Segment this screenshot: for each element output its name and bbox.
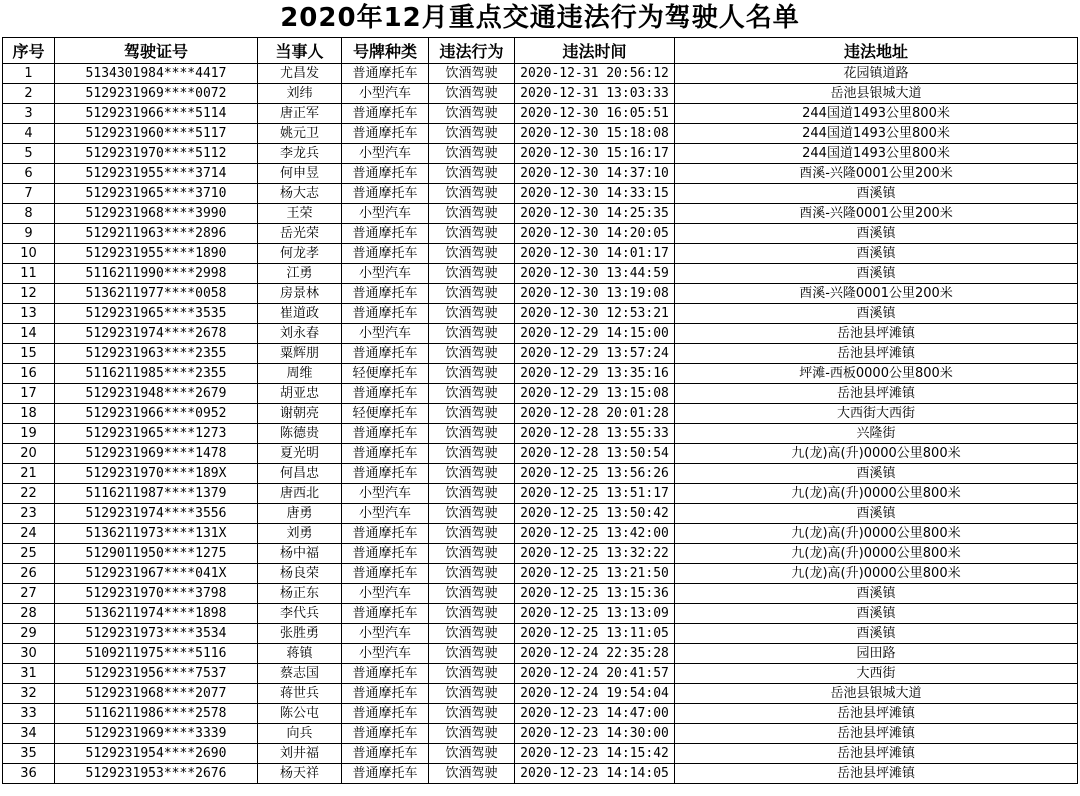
table-row: [3, 624, 1078, 644]
cell-party[interactable]: 崔道政: [258, 304, 342, 324]
cell-violation[interactable]: 饮酒驾驶: [429, 64, 515, 84]
cell-plate-type[interactable]: 普通摩托车: [342, 604, 429, 624]
cell-index[interactable]: 34: [3, 724, 55, 744]
cell-index[interactable]: 1: [3, 64, 55, 84]
cell-violation[interactable]: 饮酒驾驶: [429, 504, 515, 524]
cell-plate-type[interactable]: 普通摩托车: [342, 384, 429, 404]
cell-violation[interactable]: 饮酒驾驶: [429, 244, 515, 264]
table-row: [3, 444, 1078, 464]
cell-plate-type[interactable]: 小型汽车: [342, 584, 429, 604]
cell-time[interactable]: 2020-12-30 14:01:17: [515, 244, 675, 264]
cell-license[interactable]: 5129231969****3339: [55, 724, 258, 744]
cell-license[interactable]: 5129211963****2896: [55, 224, 258, 244]
cell-plate-type[interactable]: 普通摩托车: [342, 104, 429, 124]
cell-violation[interactable]: 饮酒驾驶: [429, 764, 515, 784]
cell-party[interactable]: 何龙孝: [258, 244, 342, 264]
cell-violation[interactable]: 饮酒驾驶: [429, 324, 515, 344]
cell-party[interactable]: 张胜勇: [258, 624, 342, 644]
cell-index[interactable]: 5: [3, 144, 55, 164]
cell-party[interactable]: 刘勇: [258, 524, 342, 544]
cell-time[interactable]: 2020-12-30 14:25:35: [515, 204, 675, 224]
cell-time[interactable]: 2020-12-30 13:44:59: [515, 264, 675, 284]
cell-license[interactable]: 5129011950****1275: [55, 544, 258, 564]
cell-plate-type[interactable]: 小型汽车: [342, 204, 429, 224]
cell-index[interactable]: 18: [3, 404, 55, 424]
cell-index[interactable]: 2: [3, 84, 55, 104]
cell-address[interactable]: 岳池县坪滩镇: [675, 384, 1078, 404]
cell-party[interactable]: 唐勇: [258, 504, 342, 524]
table-row: [3, 584, 1078, 604]
cell-time[interactable]: 2020-12-28 13:50:54: [515, 444, 675, 464]
table-row: [3, 424, 1078, 444]
table-row: [3, 64, 1078, 84]
cell-address[interactable]: 酉溪镇: [675, 584, 1078, 604]
cell-violation[interactable]: 饮酒驾驶: [429, 584, 515, 604]
table-row: [3, 644, 1078, 664]
cell-time[interactable]: 2020-12-30 13:19:08: [515, 284, 675, 304]
cell-party[interactable]: 唐正军: [258, 104, 342, 124]
cell-party[interactable]: 姚元卫: [258, 124, 342, 144]
cell-address[interactable]: 园田路: [675, 644, 1078, 664]
cell-license[interactable]: 5136211973****131X: [55, 524, 258, 544]
cell-index[interactable]: 30: [3, 644, 55, 664]
cell-party[interactable]: 杨良荣: [258, 564, 342, 584]
cell-index[interactable]: 8: [3, 204, 55, 224]
cell-license[interactable]: 5129231955****1890: [55, 244, 258, 264]
cell-time[interactable]: 2020-12-28 20:01:28: [515, 404, 675, 424]
cell-party[interactable]: 周维: [258, 364, 342, 384]
cell-index[interactable]: 32: [3, 684, 55, 704]
table-row: [3, 124, 1078, 144]
cell-violation[interactable]: 饮酒驾驶: [429, 744, 515, 764]
cell-index[interactable]: 35: [3, 744, 55, 764]
cell-plate-type[interactable]: 普通摩托车: [342, 124, 429, 144]
cell-index[interactable]: 26: [3, 564, 55, 584]
cell-address[interactable]: 酉溪镇: [675, 464, 1078, 484]
cell-address[interactable]: 岳池县坪滩镇: [675, 764, 1078, 784]
cell-party[interactable]: 岳光荣: [258, 224, 342, 244]
cell-plate-type[interactable]: 普通摩托车: [342, 684, 429, 704]
table-row: [3, 684, 1078, 704]
cell-license[interactable]: 5116211987****1379: [55, 484, 258, 504]
cell-plate-type[interactable]: 普通摩托车: [342, 664, 429, 684]
cell-license[interactable]: 5129231955****3714: [55, 164, 258, 184]
cell-party[interactable]: 刘井福: [258, 744, 342, 764]
cell-time[interactable]: 2020-12-30 16:05:51: [515, 104, 675, 124]
cell-plate-type[interactable]: 小型汽车: [342, 624, 429, 644]
cell-index[interactable]: 13: [3, 304, 55, 324]
cell-party[interactable]: 粟辉朋: [258, 344, 342, 364]
cell-time[interactable]: 2020-12-25 13:56:26: [515, 464, 675, 484]
cell-violation[interactable]: 饮酒驾驶: [429, 404, 515, 424]
cell-address[interactable]: 兴隆街: [675, 424, 1078, 444]
cell-party[interactable]: 杨天祥: [258, 764, 342, 784]
cell-party[interactable]: 杨大志: [258, 184, 342, 204]
cell-license[interactable]: 5129231966****0952: [55, 404, 258, 424]
table-row: [3, 344, 1078, 364]
cell-plate-type[interactable]: 普通摩托车: [342, 244, 429, 264]
cell-violation[interactable]: 饮酒驾驶: [429, 204, 515, 224]
cell-license[interactable]: 5134301984****4417: [55, 64, 258, 84]
table-row: [3, 264, 1078, 284]
cell-address[interactable]: 酉溪镇: [675, 224, 1078, 244]
table-row: [3, 304, 1078, 324]
cell-time[interactable]: 2020-12-25 13:11:05: [515, 624, 675, 644]
cell-address[interactable]: 244国道1493公里800米: [675, 104, 1078, 124]
cell-address[interactable]: 酉溪镇: [675, 504, 1078, 524]
cell-plate-type[interactable]: 小型汽车: [342, 324, 429, 344]
cell-party[interactable]: 唐西北: [258, 484, 342, 504]
cell-index[interactable]: 29: [3, 624, 55, 644]
cell-plate-type[interactable]: 普通摩托车: [342, 564, 429, 584]
cell-license[interactable]: 5129231965****3710: [55, 184, 258, 204]
cell-violation[interactable]: 饮酒驾驶: [429, 144, 515, 164]
cell-index[interactable]: 7: [3, 184, 55, 204]
cell-party[interactable]: 向兵: [258, 724, 342, 744]
cell-address[interactable]: 酉溪镇: [675, 264, 1078, 284]
cell-license[interactable]: 5129231967****041X: [55, 564, 258, 584]
cell-license[interactable]: 5129231965****3535: [55, 304, 258, 324]
cell-violation[interactable]: 饮酒驾驶: [429, 444, 515, 464]
cell-address[interactable]: 酉溪镇: [675, 244, 1078, 264]
cell-time[interactable]: 2020-12-24 22:35:28: [515, 644, 675, 664]
table-row: [3, 604, 1078, 624]
cell-license[interactable]: 5129231970****3798: [55, 584, 258, 604]
table-row: [3, 384, 1078, 404]
table-row: [3, 524, 1078, 544]
cell-index[interactable]: 21: [3, 464, 55, 484]
cell-time[interactable]: 2020-12-30 12:53:21: [515, 304, 675, 324]
cell-party[interactable]: 何申昱: [258, 164, 342, 184]
col-header-party[interactable]: 当事人: [258, 38, 342, 64]
table-row: [3, 284, 1078, 304]
cell-time[interactable]: 2020-12-29 13:15:08: [515, 384, 675, 404]
table-row: [3, 84, 1078, 104]
cell-plate-type[interactable]: 普通摩托车: [342, 524, 429, 544]
cell-index[interactable]: 33: [3, 704, 55, 724]
cell-index[interactable]: 24: [3, 524, 55, 544]
cell-address[interactable]: 大西街大西街: [675, 404, 1078, 424]
cell-address[interactable]: 酉溪-兴隆0001公里200米: [675, 164, 1078, 184]
cell-license[interactable]: 5109211975****5116: [55, 644, 258, 664]
table-row: [3, 564, 1078, 584]
cell-time[interactable]: 2020-12-24 19:54:04: [515, 684, 675, 704]
table-row: [3, 244, 1078, 264]
cell-address[interactable]: 酉溪-兴隆0001公里200米: [675, 284, 1078, 304]
page-title: 2020年12月重点交通违法行为驾驶人名单: [280, 3, 800, 33]
cell-plate-type[interactable]: 普通摩托车: [342, 704, 429, 724]
cell-plate-type[interactable]: 普通摩托车: [342, 344, 429, 364]
cell-license[interactable]: 5129231954****2690: [55, 744, 258, 764]
cell-plate-type[interactable]: 普通摩托车: [342, 724, 429, 744]
table-row: [3, 704, 1078, 724]
cell-index[interactable]: 27: [3, 584, 55, 604]
cell-time[interactable]: 2020-12-25 13:42:00: [515, 524, 675, 544]
cell-address[interactable]: 九(龙)高(升)0000公里800米: [675, 544, 1078, 564]
cell-time[interactable]: 2020-12-31 13:03:33: [515, 84, 675, 104]
cell-time[interactable]: 2020-12-25 13:13:09: [515, 604, 675, 624]
violation-table: [2, 37, 1078, 784]
cell-license[interactable]: 5136211977****0058: [55, 284, 258, 304]
cell-index[interactable]: 9: [3, 224, 55, 244]
cell-index[interactable]: 31: [3, 664, 55, 684]
cell-plate-type[interactable]: 普通摩托车: [342, 164, 429, 184]
cell-plate-type[interactable]: 小型汽车: [342, 144, 429, 164]
table-row: [3, 204, 1078, 224]
cell-time[interactable]: 2020-12-31 20:56:12: [515, 64, 675, 84]
col-header-license[interactable]: 驾驶证号: [55, 38, 258, 64]
cell-license[interactable]: 5129231960****5117: [55, 124, 258, 144]
cell-time[interactable]: 2020-12-25 13:15:36: [515, 584, 675, 604]
cell-time[interactable]: 2020-12-25 13:32:22: [515, 544, 675, 564]
cell-time[interactable]: 2020-12-25 13:51:17: [515, 484, 675, 504]
cell-index[interactable]: 17: [3, 384, 55, 404]
cell-plate-type[interactable]: 普通摩托车: [342, 184, 429, 204]
cell-license[interactable]: 5129231948****2679: [55, 384, 258, 404]
cell-plate-type[interactable]: 普通摩托车: [342, 284, 429, 304]
cell-plate-type[interactable]: 轻便摩托车: [342, 364, 429, 384]
cell-party[interactable]: 王荣: [258, 204, 342, 224]
cell-plate-type[interactable]: 普通摩托车: [342, 304, 429, 324]
cell-violation[interactable]: 饮酒驾驶: [429, 344, 515, 364]
cell-violation[interactable]: 饮酒驾驶: [429, 684, 515, 704]
cell-violation[interactable]: 饮酒驾驶: [429, 304, 515, 324]
cell-time[interactable]: 2020-12-29 14:15:00: [515, 324, 675, 344]
cell-party[interactable]: 杨中福: [258, 544, 342, 564]
cell-violation[interactable]: 饮酒驾驶: [429, 664, 515, 684]
cell-time[interactable]: 2020-12-23 14:47:00: [515, 704, 675, 724]
cell-party[interactable]: 夏光明: [258, 444, 342, 464]
cell-license[interactable]: 5129231953****2676: [55, 764, 258, 784]
cell-index[interactable]: 23: [3, 504, 55, 524]
table-row: [3, 724, 1078, 744]
cell-violation[interactable]: 饮酒驾驶: [429, 644, 515, 664]
cell-time[interactable]: 2020-12-25 13:21:50: [515, 564, 675, 584]
cell-license[interactable]: 5129231968****3990: [55, 204, 258, 224]
cell-party[interactable]: 胡亚忠: [258, 384, 342, 404]
cell-time[interactable]: 2020-12-30 14:33:15: [515, 184, 675, 204]
cell-index[interactable]: 6: [3, 164, 55, 184]
table-row: [3, 744, 1078, 764]
cell-address[interactable]: 酉溪镇: [675, 604, 1078, 624]
cell-violation[interactable]: 饮酒驾驶: [429, 724, 515, 744]
table-row: [3, 504, 1078, 524]
cell-time[interactable]: 2020-12-23 14:14:05: [515, 764, 675, 784]
cell-license[interactable]: 5129231973****3534: [55, 624, 258, 644]
cell-violation[interactable]: 饮酒驾驶: [429, 284, 515, 304]
cell-plate-type[interactable]: 普通摩托车: [342, 224, 429, 244]
cell-index[interactable]: 10: [3, 244, 55, 264]
cell-violation[interactable]: 饮酒驾驶: [429, 704, 515, 724]
cell-party[interactable]: 李龙兵: [258, 144, 342, 164]
cell-address[interactable]: 花园镇道路: [675, 64, 1078, 84]
cell-time[interactable]: 2020-12-25 13:50:42: [515, 504, 675, 524]
header-row: [3, 38, 1078, 64]
cell-plate-type[interactable]: 普通摩托车: [342, 64, 429, 84]
cell-index[interactable]: 3: [3, 104, 55, 124]
cell-address[interactable]: 大西街: [675, 664, 1078, 684]
col-header-violation[interactable]: 违法行为: [429, 38, 515, 64]
col-header-time[interactable]: 违法时间: [515, 38, 675, 64]
cell-violation[interactable]: 饮酒驾驶: [429, 224, 515, 244]
cell-address[interactable]: 九(龙)高(升)0000公里800米: [675, 484, 1078, 504]
cell-address[interactable]: 九(龙)高(升)0000公里800米: [675, 564, 1078, 584]
table-row: [3, 664, 1078, 684]
cell-violation[interactable]: 饮酒驾驶: [429, 264, 515, 284]
cell-party[interactable]: 谢朝亮: [258, 404, 342, 424]
cell-index[interactable]: 4: [3, 124, 55, 144]
cell-plate-type[interactable]: 小型汽车: [342, 84, 429, 104]
cell-plate-type[interactable]: 轻便摩托车: [342, 404, 429, 424]
table-row: [3, 164, 1078, 184]
cell-address[interactable]: 九(龙)高(升)0000公里800米: [675, 524, 1078, 544]
table-row: [3, 544, 1078, 564]
cell-violation[interactable]: 饮酒驾驶: [429, 184, 515, 204]
cell-plate-type[interactable]: 小型汽车: [342, 264, 429, 284]
cell-time[interactable]: 2020-12-29 13:57:24: [515, 344, 675, 364]
cell-violation[interactable]: 饮酒驾驶: [429, 624, 515, 644]
cell-address[interactable]: 244国道1493公里800米: [675, 144, 1078, 164]
cell-address[interactable]: 岳池县银城大道: [675, 684, 1078, 704]
cell-party[interactable]: 蒋镇: [258, 644, 342, 664]
cell-violation[interactable]: 饮酒驾驶: [429, 124, 515, 144]
cell-plate-type[interactable]: 小型汽车: [342, 484, 429, 504]
cell-violation[interactable]: 饮酒驾驶: [429, 464, 515, 484]
cell-index[interactable]: 16: [3, 364, 55, 384]
cell-address[interactable]: 岳池县坪滩镇: [675, 744, 1078, 764]
table-row: [3, 144, 1078, 164]
cell-index[interactable]: 36: [3, 764, 55, 784]
cell-license[interactable]: 5116211986****2578: [55, 704, 258, 724]
cell-time[interactable]: 2020-12-24 20:41:57: [515, 664, 675, 684]
cell-license[interactable]: 5129231965****1273: [55, 424, 258, 444]
cell-party[interactable]: 蒋世兵: [258, 684, 342, 704]
cell-time[interactable]: 2020-12-30 15:16:17: [515, 144, 675, 164]
cell-license[interactable]: 5129231968****2077: [55, 684, 258, 704]
cell-address[interactable]: 岳池县银城大道: [675, 84, 1078, 104]
cell-license[interactable]: 5129231970****189X: [55, 464, 258, 484]
table-row: [3, 364, 1078, 384]
cell-address[interactable]: 九(龙)高(升)0000公里800米: [675, 444, 1078, 464]
cell-license[interactable]: 5136211974****1898: [55, 604, 258, 624]
cell-license[interactable]: 5129231969****0072: [55, 84, 258, 104]
table-row: [3, 224, 1078, 244]
cell-license[interactable]: 5129231970****5112: [55, 144, 258, 164]
cell-index[interactable]: 12: [3, 284, 55, 304]
cell-plate-type[interactable]: 普通摩托车: [342, 444, 429, 464]
cell-violation[interactable]: 饮酒驾驶: [429, 524, 515, 544]
cell-index[interactable]: 14: [3, 324, 55, 344]
cell-index[interactable]: 28: [3, 604, 55, 624]
cell-violation[interactable]: 饮酒驾驶: [429, 84, 515, 104]
cell-violation[interactable]: 饮酒驾驶: [429, 484, 515, 504]
cell-time[interactable]: 2020-12-23 14:15:42: [515, 744, 675, 764]
cell-address[interactable]: 岳池县坪滩镇: [675, 344, 1078, 364]
cell-license[interactable]: 5129231974****2678: [55, 324, 258, 344]
cell-license[interactable]: 5116211985****2355: [55, 364, 258, 384]
cell-address[interactable]: 244国道1493公里800米: [675, 124, 1078, 144]
table-row: [3, 764, 1078, 784]
table-row: [3, 184, 1078, 204]
cell-address[interactable]: 酉溪镇: [675, 184, 1078, 204]
cell-violation[interactable]: 饮酒驾驶: [429, 424, 515, 444]
cell-license[interactable]: 5129231974****3556: [55, 504, 258, 524]
cell-license[interactable]: 5129231966****5114: [55, 104, 258, 124]
cell-index[interactable]: 11: [3, 264, 55, 284]
cell-address[interactable]: 岳池县坪滩镇: [675, 324, 1078, 344]
cell-plate-type[interactable]: 普通摩托车: [342, 764, 429, 784]
cell-address[interactable]: 酉溪镇: [675, 304, 1078, 324]
cell-time[interactable]: 2020-12-28 13:55:33: [515, 424, 675, 444]
cell-address[interactable]: 岳池县坪滩镇: [675, 704, 1078, 724]
cell-plate-type[interactable]: 普通摩托车: [342, 464, 429, 484]
col-header-plate-type[interactable]: 号牌种类: [342, 38, 429, 64]
cell-plate-type[interactable]: 普通摩托车: [342, 544, 429, 564]
cell-license[interactable]: 5129231969****1478: [55, 444, 258, 464]
cell-violation[interactable]: 饮酒驾驶: [429, 544, 515, 564]
cell-address[interactable]: 岳池县坪滩镇: [675, 724, 1078, 744]
cell-plate-type[interactable]: 小型汽车: [342, 504, 429, 524]
cell-party[interactable]: 江勇: [258, 264, 342, 284]
cell-address[interactable]: 酉溪-兴隆0001公里200米: [675, 204, 1078, 224]
cell-party[interactable]: 何昌忠: [258, 464, 342, 484]
table-row: [3, 104, 1078, 124]
cell-address[interactable]: 坪滩-西板0000公里800米: [675, 364, 1078, 384]
cell-license[interactable]: 5116211990****2998: [55, 264, 258, 284]
cell-time[interactable]: 2020-12-30 14:37:10: [515, 164, 675, 184]
table-row: [3, 484, 1078, 504]
cell-plate-type[interactable]: 普通摩托车: [342, 744, 429, 764]
cell-party[interactable]: 陈公屯: [258, 704, 342, 724]
cell-index[interactable]: 19: [3, 424, 55, 444]
cell-license[interactable]: 5129231963****2355: [55, 344, 258, 364]
cell-party[interactable]: 房景林: [258, 284, 342, 304]
cell-party[interactable]: 杨正东: [258, 584, 342, 604]
cell-index[interactable]: 22: [3, 484, 55, 504]
cell-party[interactable]: 李代兵: [258, 604, 342, 624]
cell-time[interactable]: 2020-12-30 14:20:05: [515, 224, 675, 244]
cell-plate-type[interactable]: 普通摩托车: [342, 424, 429, 444]
cell-party[interactable]: 刘纬: [258, 84, 342, 104]
col-header-address[interactable]: 违法地址: [675, 38, 1078, 64]
cell-violation[interactable]: 饮酒驾驶: [429, 604, 515, 624]
table-row: [3, 464, 1078, 484]
col-header-index[interactable]: 序号: [3, 38, 55, 64]
cell-party[interactable]: 蔡志国: [258, 664, 342, 684]
cell-party[interactable]: 陈德贵: [258, 424, 342, 444]
cell-violation[interactable]: 饮酒驾驶: [429, 564, 515, 584]
cell-time[interactable]: 2020-12-30 15:18:08: [515, 124, 675, 144]
table-row: [3, 404, 1078, 424]
table-row: [3, 324, 1078, 344]
cell-address[interactable]: 酉溪镇: [675, 624, 1078, 644]
cell-index[interactable]: 25: [3, 544, 55, 564]
cell-plate-type[interactable]: 小型汽车: [342, 644, 429, 664]
cell-party[interactable]: 尤昌发: [258, 64, 342, 84]
cell-index[interactable]: 20: [3, 444, 55, 464]
cell-violation[interactable]: 饮酒驾驶: [429, 104, 515, 124]
cell-violation[interactable]: 饮酒驾驶: [429, 364, 515, 384]
cell-index[interactable]: 15: [3, 344, 55, 364]
cell-violation[interactable]: 饮酒驾驶: [429, 164, 515, 184]
cell-party[interactable]: 刘永春: [258, 324, 342, 344]
cell-violation[interactable]: 饮酒驾驶: [429, 384, 515, 404]
cell-time[interactable]: 2020-12-23 14:30:00: [515, 724, 675, 744]
cell-time[interactable]: 2020-12-29 13:35:16: [515, 364, 675, 384]
cell-license[interactable]: 5129231956****7537: [55, 664, 258, 684]
